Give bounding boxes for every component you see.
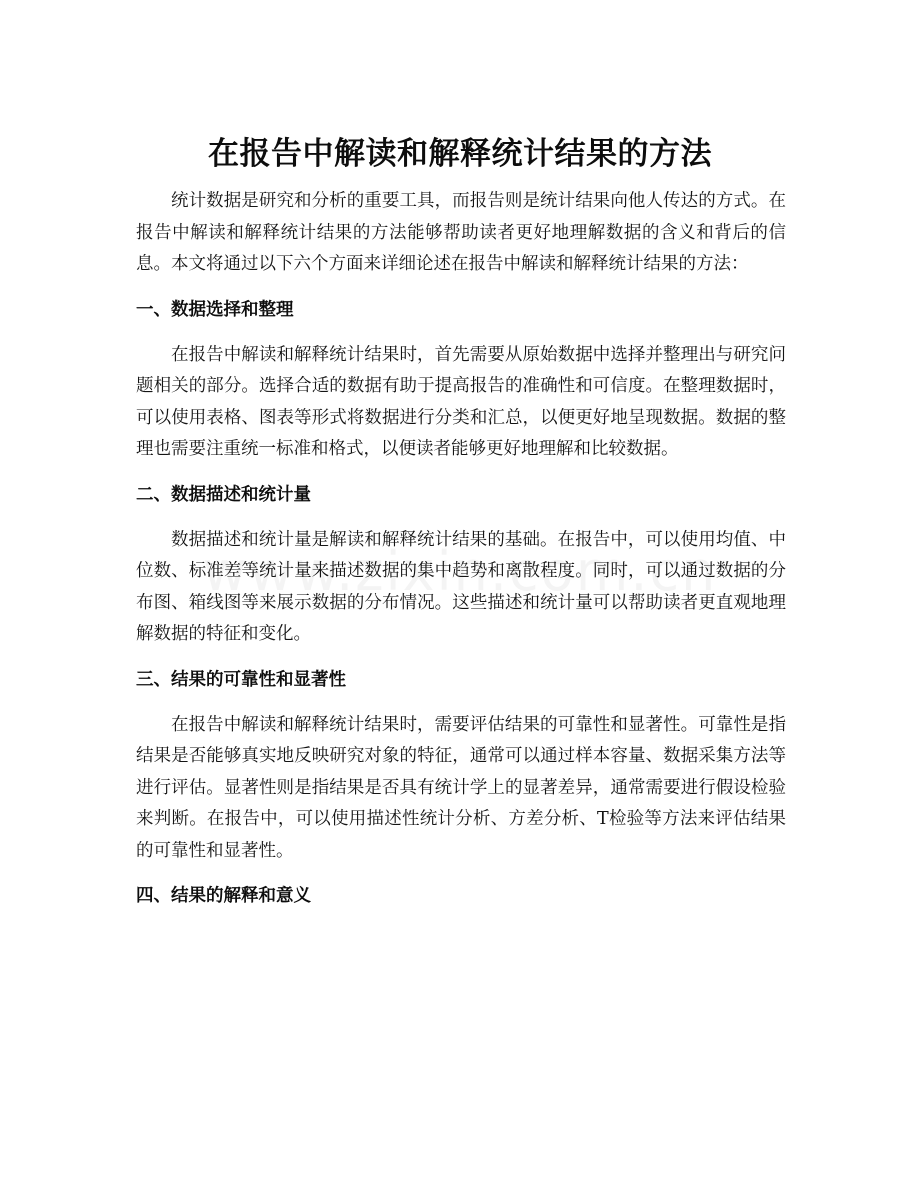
section-heading-3: 三、结果的可靠性和显著性	[136, 669, 346, 690]
document-title: 在报告中解读和解释统计结果的方法	[208, 135, 712, 172]
section-body-3: 在报告中解读和解释统计结果时，需要评估结果的可靠性和显著性。可靠性是指结果是否能够真实地反映研究对象的特征，通常可以通过样本容量、数据采集方法等进行评估。显著性则是指结果是否具有统计学上的显著差异，通常需要进行假设检验来判断。在报告中，可以使用描述性统计分析、方差分析、T检验等方法来评估结果的可靠性和显著性。	[136, 714, 786, 861]
section-body-2: 数据描述和统计量是解读和解释统计结果的基础。在报告中，可以使用均值、中位数、标准差等统计量来描述数据的集中趋势和离散程度。同时，可以通过数据的分布图、箱线图等来展示数据的分布情况。这些描述和统计量可以帮助读者更直观地理解数据的特征和变化。	[136, 529, 786, 644]
section-heading-1: 一、数据选择和整理	[136, 299, 294, 320]
intro-paragraph: 统计数据是研究和分析的重要工具，而报告则是统计结果向他人传达的方式。在报告中解读和解释统计结果的方法能够帮助读者更好地理解数据的含义和背后的信息。本文将通过以下六个方面来详细论述在报告中解读和解释统计结果的方法：	[136, 191, 786, 274]
document-body	[136, 186, 786, 912]
section-heading-4: 四、结果的解释和意义	[136, 886, 311, 906]
section-heading-2: 二、数据描述和统计量	[136, 484, 311, 505]
section-body-1: 在报告中解读和解释统计结果时，首先需要从原始数据中选择并整理出与研究问题相关的部分。选择合适的数据有助于提高报告的准确性和可信度。在整理数据时，可以使用表格、图表等形式将数据进行分类和汇总，以便更好地呈现数据。数据的整理也需要注重统一标准和格式，以便读者能够更好地理解和比较数据。	[136, 344, 786, 459]
